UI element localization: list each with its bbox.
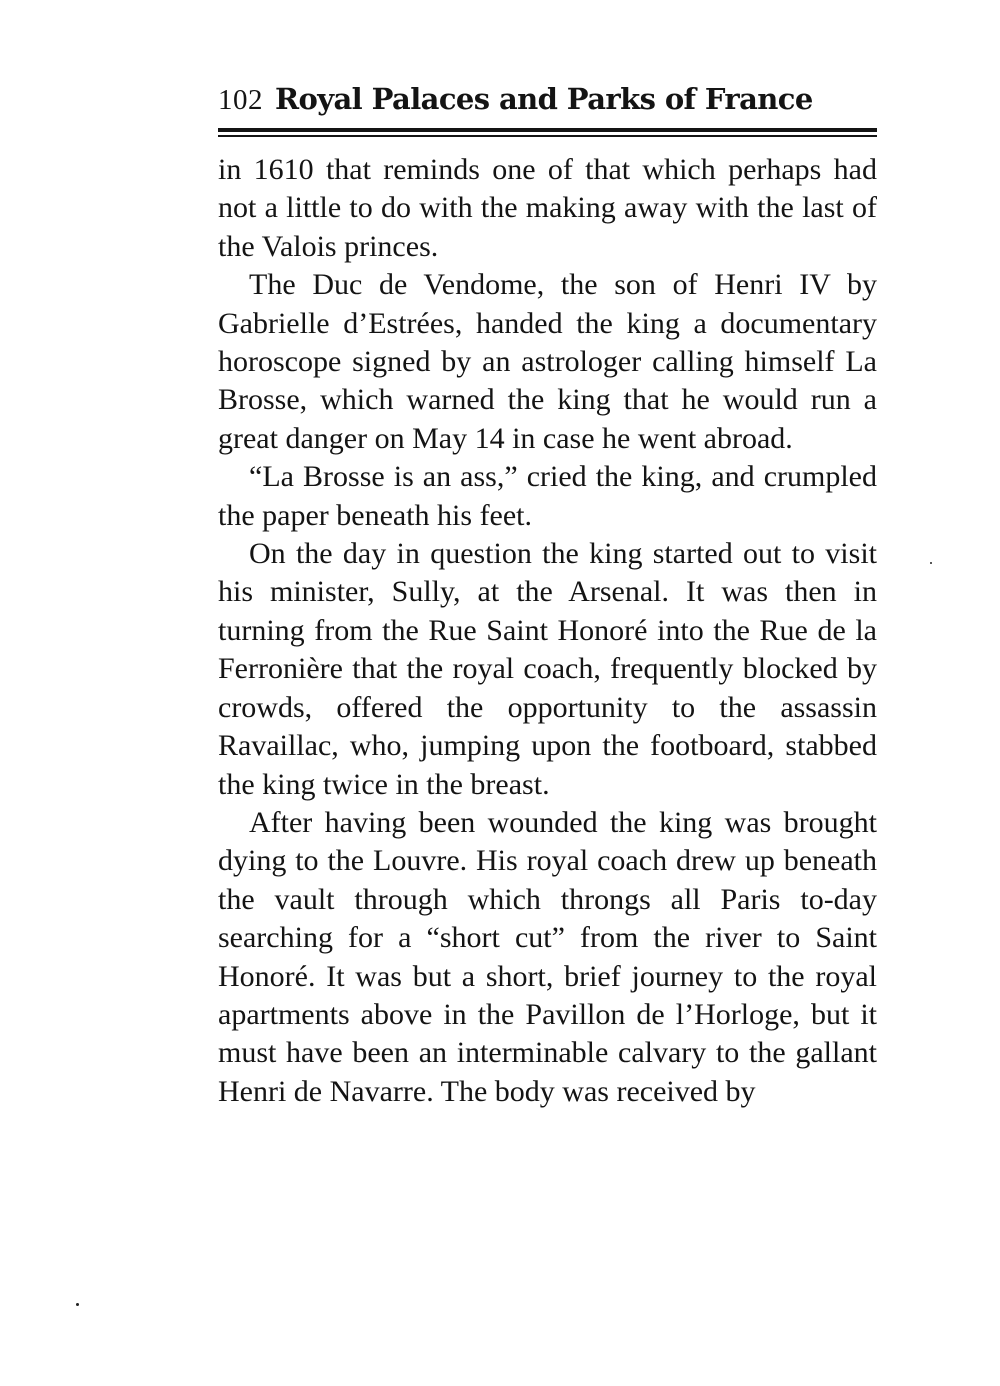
paragraph-king-reply: “La Brosse is an ass,” cried the king, and crumpled the paper beneath his feet. <box>218 460 877 532</box>
header-rule-thin <box>218 135 877 137</box>
scan-speck <box>76 1303 79 1306</box>
header-rule-thick <box>218 128 877 132</box>
paragraph-assassination: On the day in question the king started out to visit his minister, Sully, at the Arsenal. It was then in turning from the Rue Saint Honoré into the Rue de la Ferronière that the royal coach, frequently blocked by crowds, offered the opportunity to the assassin Ravaillac, who, jumping upon the footboard, stabbed the king twice in the breast. <box>218 537 877 801</box>
paragraph-louvre: After having been wounded the king was brought dying to the Louvre. His royal coach drew up beneath the vault through which throngs all Paris to-day searching for a “short cut” from the river to Saint Honoré. It was but a short, brief journey to the royal apartments above in the Pavillon de l’Horloge, but it must have been an interminable calvary to the gallant Henri de Navarre. The body was received by <box>218 805 877 1108</box>
running-title: Royal Palaces and Parks of France <box>275 82 813 116</box>
body-text <box>218 151 877 1111</box>
page-header <box>218 82 878 126</box>
paragraph-continuation: in 1610 that reminds one of that which perhaps had not a little to do with the making away with the last of the Valois princes. <box>218 153 877 263</box>
paragraph-horoscope: The Duc de Vendome, the son of Henri IV by Gabrielle d’Estrées, handed the king a documentary horoscope signed by an astrologer calling himself La Brosse, which warned the king that he would run a great danger on May 14 in case he went abroad. <box>218 268 877 455</box>
scan-speck <box>930 562 932 564</box>
page-number: 102 <box>218 84 263 116</box>
